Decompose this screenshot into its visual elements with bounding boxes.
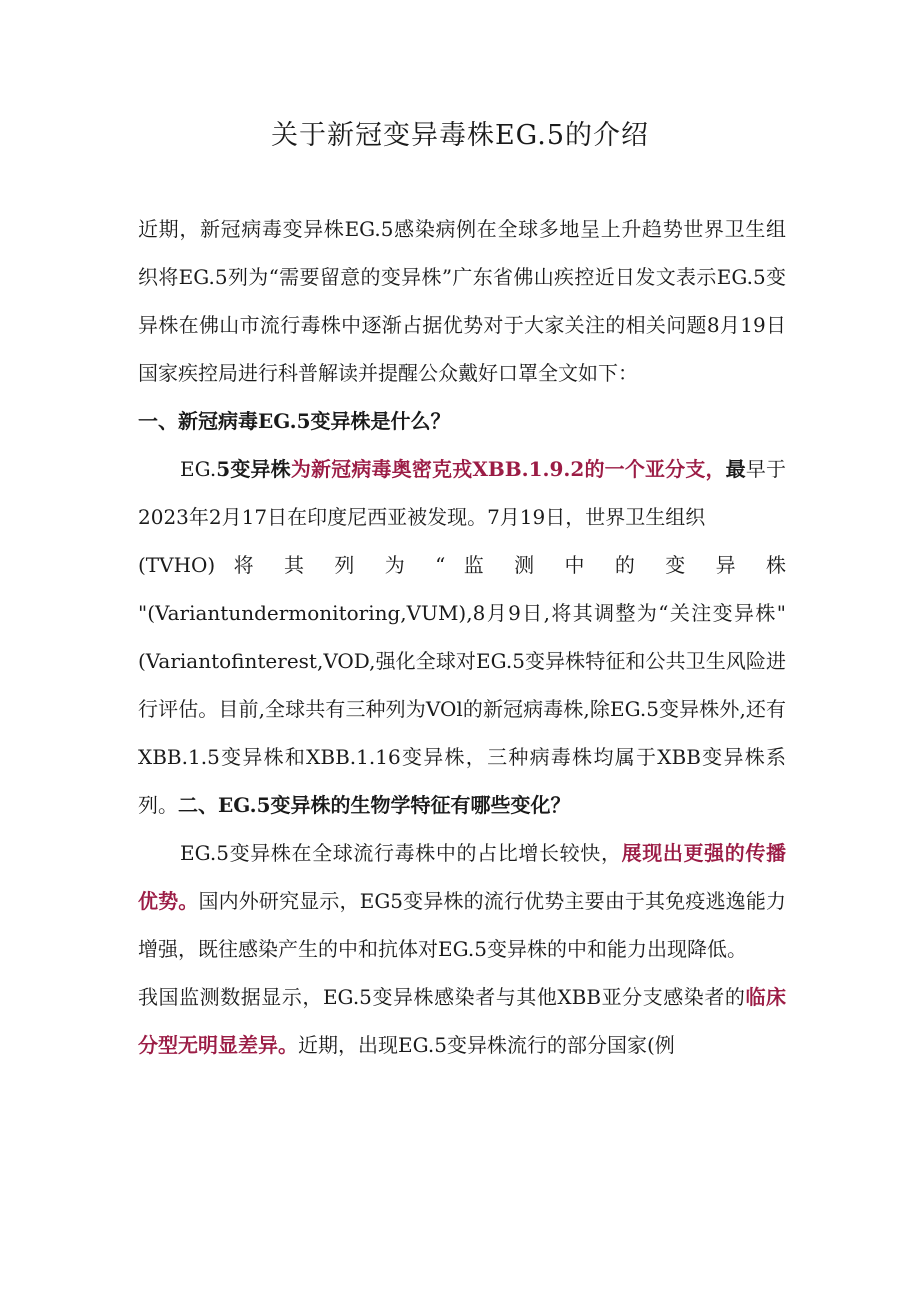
page-title: 关于新冠变异毒株EG.5的介绍 [270, 120, 650, 151]
document-body [138, 205, 786, 1069]
paragraph-clinical [138, 973, 786, 1069]
spread-line: (TVHO) 将 其 列 为 “ 监 测 中 的 变 异 株 [138, 553, 786, 577]
text-span-bold: 最 [725, 457, 746, 481]
text-span: 我国监测数据显示，EG.5变异株感染者与其他XBB亚分支感染者的 [138, 985, 746, 1009]
section-heading-2: 二、EG.5变异株的生物学特征有哪些变化？ [178, 793, 571, 817]
section-heading-1: 一、新冠病毒EG.5变异株是什么？ [138, 409, 451, 433]
highlight-text: 为新冠病毒奥密克戎XBB.1.9.2的一个亚分支， [290, 457, 726, 481]
text-span: 早于2023年2月17日在印度尼西亚被发现。7月19日，世界卫生组织 [138, 457, 786, 529]
text-span-bold: 5变异株 [216, 457, 291, 481]
intro-paragraph: 近期，新冠病毒变异株EG.5感染病例在全球多地呈上升趋势世界卫生组织将EG.5列为“需要留意的变异株”广东省佛山疾控近日发文表示EG.5变异株在佛山市流行毒株中逐渐占据优势对于大家关注的相关问题8月19日国家疾控局进行科普解读并提醒公众戴好口罩全文如下： [138, 217, 786, 385]
paragraph-transmission [138, 829, 786, 973]
highlight-text: 展现出更强的传播优势。 [138, 841, 786, 913]
text-span: EG.5变异株在全球流行毒株中的占比增长较快， [180, 841, 622, 865]
highlight-text: 临床分型无明显差异。 [138, 985, 787, 1057]
text-span: "(Variantundermonitoring,VUM),8月9日,将其调整为“关注变异株"(Variantofinterest,VOD,强化全球对EG.5变异株特征和公共卫生风险进行评估。目前,全球共有三种列为VOl的新冠病毒株,除EG.5变异株外,还有XBB.1.5变异株和XBB.1.16变异株，三种病毒株均属于XBB变异株系列。 [138, 601, 786, 817]
text-span: 近期，出现EG.5变异株流行的部分国家(例 [298, 1033, 675, 1057]
paragraph-continuation [138, 589, 786, 829]
text-span: 国内外研究显示，EG5变异株的流行优势主要由于其免疫逃逸能力增强，既往感染产生的中和抗体对EG.5变异株的中和能力出现降低。 [138, 889, 786, 961]
text-span: EG. [180, 457, 217, 481]
paragraph-eg5-definition [138, 445, 786, 541]
